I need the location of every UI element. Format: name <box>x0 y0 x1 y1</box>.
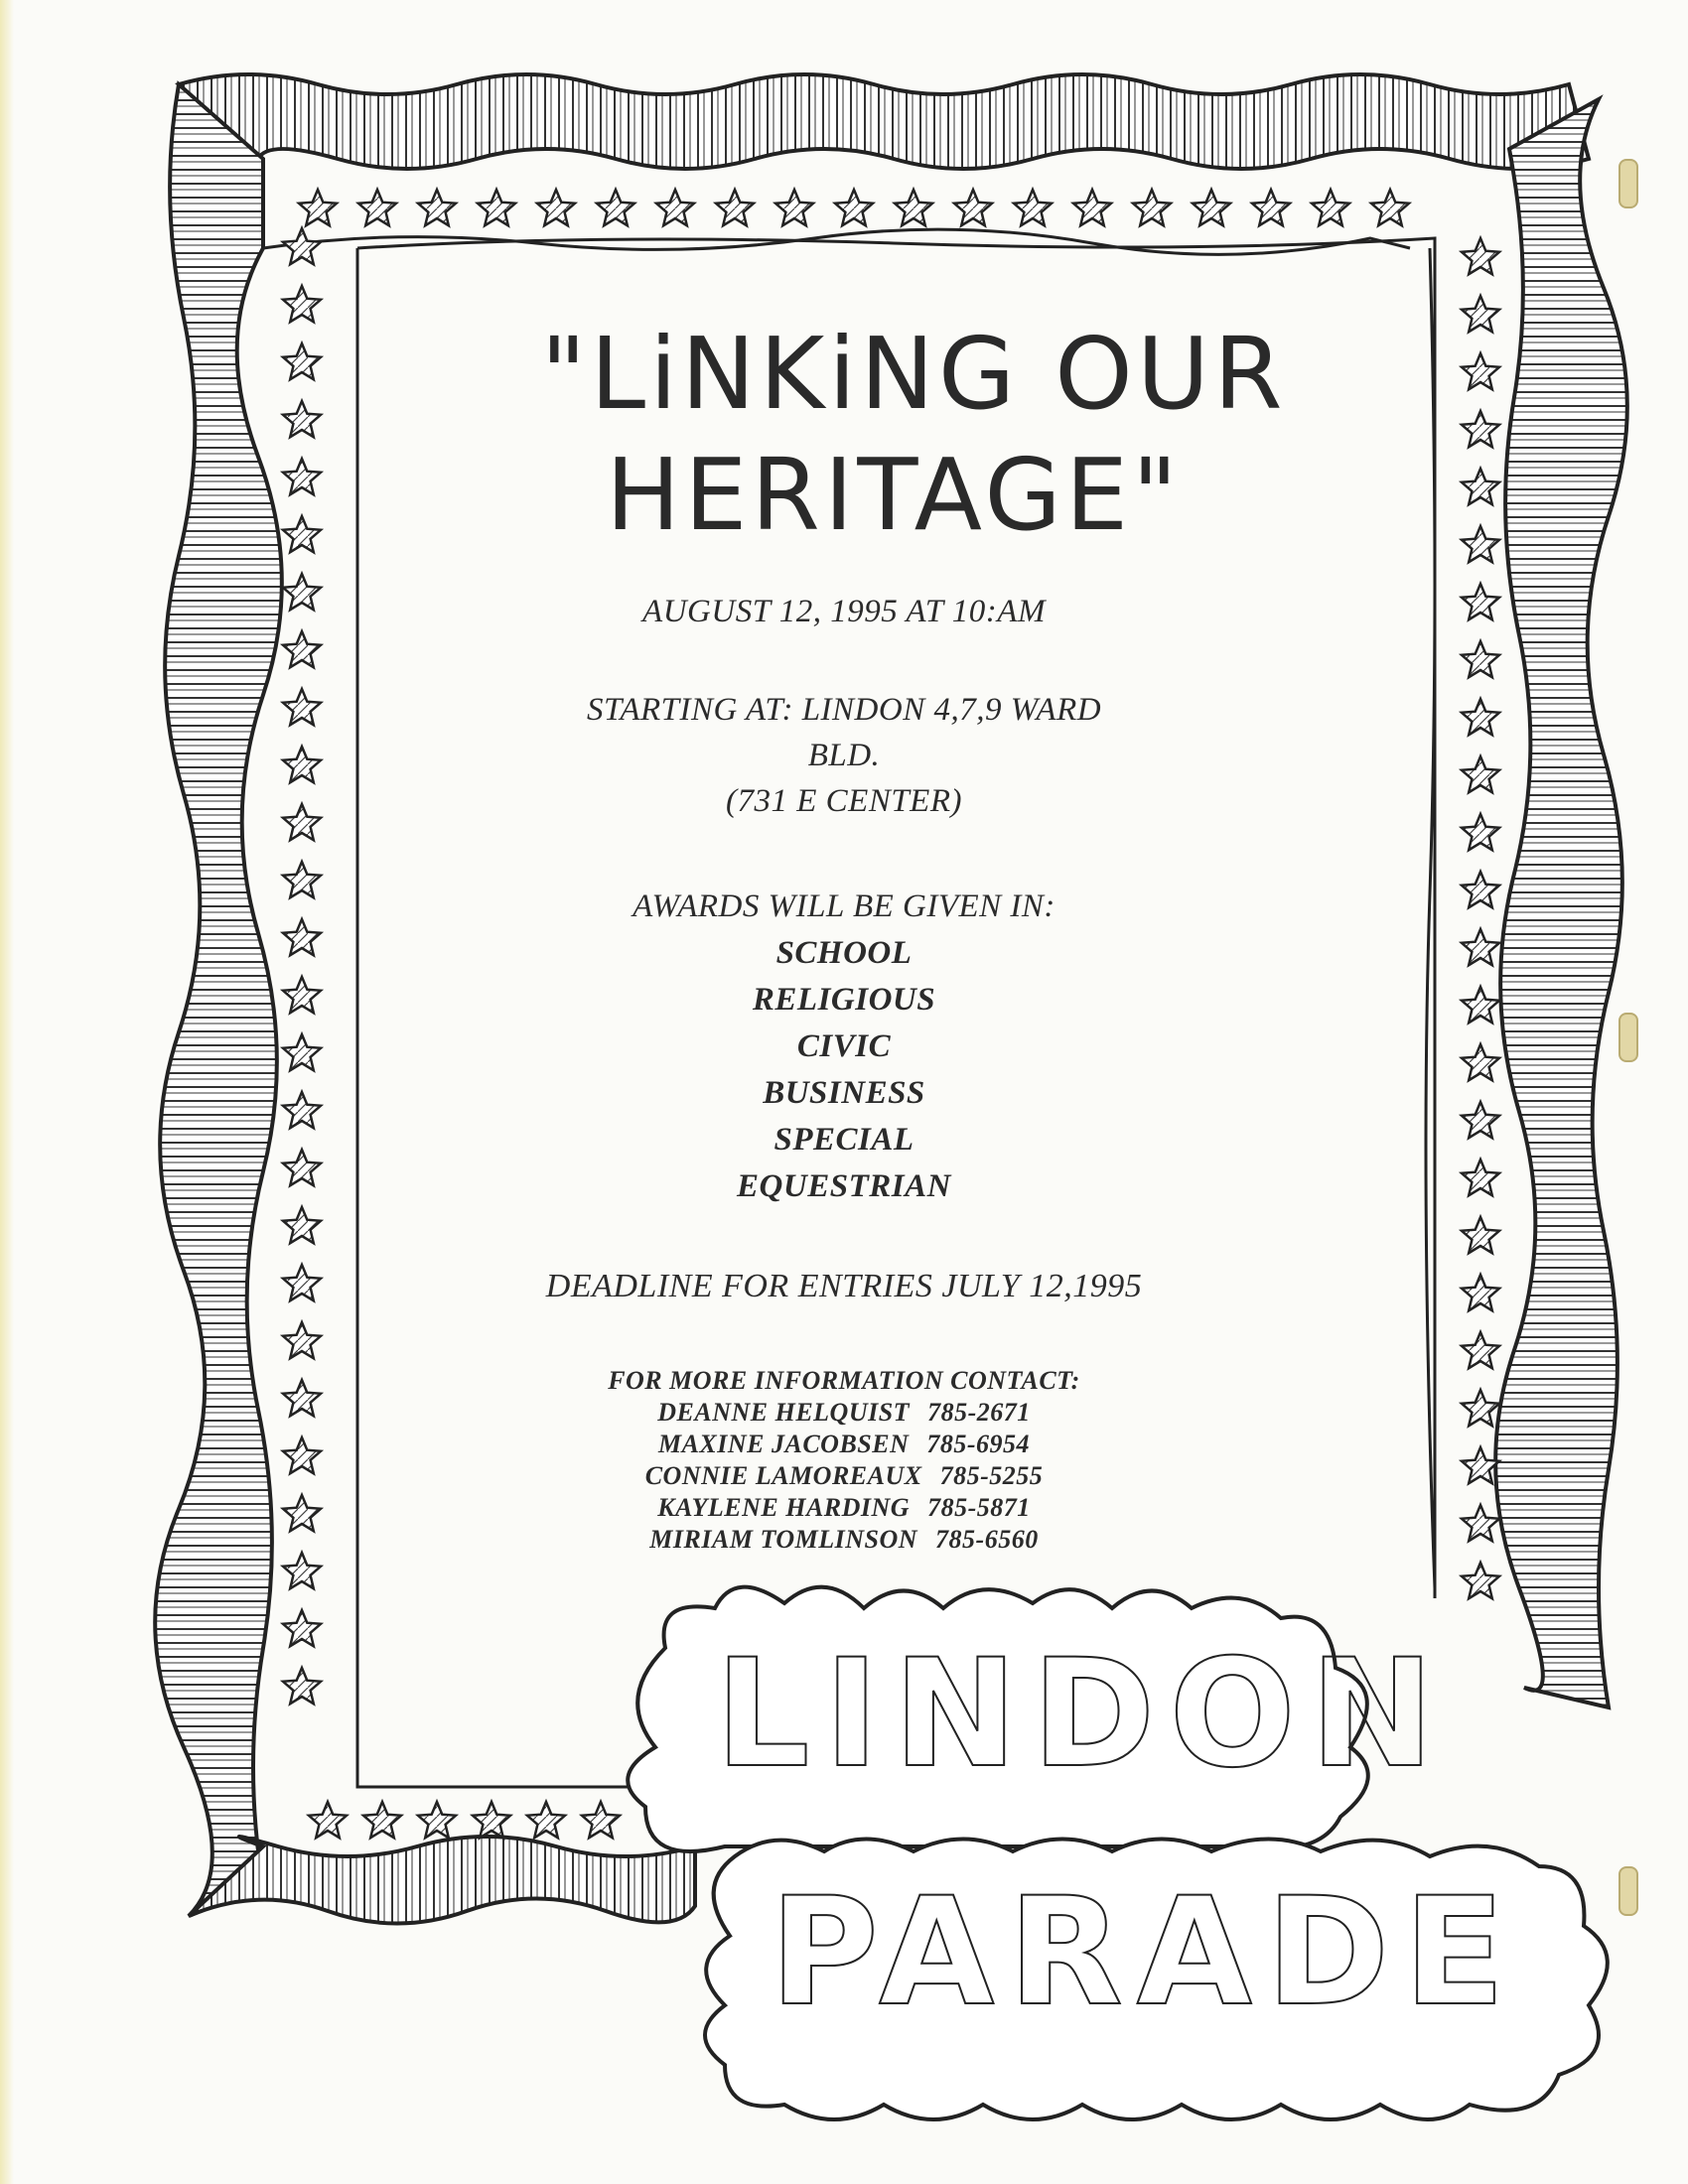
frame-left-band <box>155 84 282 1916</box>
contact-row <box>377 1429 1311 1460</box>
star-icon <box>309 1802 347 1838</box>
star-icon <box>473 1802 510 1838</box>
awards-heading: AWARDS WILL BE GIVEN IN: <box>633 888 1055 924</box>
brand-lindon: LINDON <box>715 1628 1449 1801</box>
star-icon <box>1462 1447 1499 1483</box>
contact-name: MAXINE JACOBSEN <box>657 1430 910 1458</box>
star-icon <box>1462 1217 1499 1253</box>
star-icon <box>775 190 813 225</box>
star-icon <box>283 747 321 782</box>
star-icon <box>1462 1332 1499 1368</box>
star-icon <box>283 862 321 897</box>
star-icon <box>1462 1390 1499 1426</box>
star-icon <box>1462 756 1499 792</box>
star-icon <box>283 977 321 1013</box>
contact-name: KAYLENE HARDING <box>657 1493 911 1522</box>
star-icon <box>1462 1563 1499 1598</box>
start-line1: STARTING AT: LINDON 4,7,9 WARD <box>586 692 1102 728</box>
star-icon <box>283 401 321 437</box>
star-icon <box>363 1802 401 1838</box>
frame-bottom-band <box>189 1837 695 1924</box>
headline-line1: "LiNKiNG OUR <box>540 316 1287 432</box>
contact-name: MIRIAM TOMLINSON <box>649 1525 918 1554</box>
star-icon <box>478 190 515 225</box>
star-icon <box>283 1437 321 1473</box>
start-line2: BLD. <box>807 738 881 773</box>
star-icon <box>1462 1044 1499 1080</box>
star-icon <box>1462 641 1499 677</box>
star-icon <box>283 1150 321 1185</box>
star-icon <box>716 190 754 225</box>
contact-section <box>377 1365 1311 1556</box>
start-location <box>377 687 1311 824</box>
contact-row <box>377 1524 1311 1556</box>
award-category: SPECIAL <box>774 1122 914 1158</box>
brand-parade: PARADE <box>770 1866 1519 2039</box>
star-icon <box>1462 353 1499 389</box>
star-icon <box>418 1802 456 1838</box>
star-icon <box>358 190 396 225</box>
star-icon <box>895 190 932 225</box>
star-icon <box>1073 190 1111 225</box>
star-icon <box>1462 526 1499 562</box>
contact-heading: FOR MORE INFORMATION CONTACT: <box>608 1366 1080 1395</box>
star-icon <box>299 190 337 225</box>
star-icon <box>1252 190 1290 225</box>
event-date: AUGUST 12, 1995 AT 10:AM <box>642 594 1046 629</box>
star-icon <box>1462 814 1499 850</box>
star-icon <box>1312 190 1349 225</box>
star-icon <box>1133 190 1171 225</box>
contact-phone: 785-6954 <box>926 1430 1031 1458</box>
star-icon <box>1462 238 1499 274</box>
star-icon <box>418 190 456 225</box>
star-icon <box>283 1553 321 1588</box>
awards-section <box>377 884 1311 1210</box>
contact-name: DEANNE HELQUIST <box>657 1398 911 1427</box>
star-icon <box>1371 190 1409 225</box>
star-icon <box>1462 584 1499 619</box>
star-icon <box>283 631 321 667</box>
star-icon <box>1462 872 1499 907</box>
star-icon <box>954 190 992 225</box>
contact-row <box>377 1397 1311 1429</box>
contact-row <box>377 1460 1311 1492</box>
star-icon <box>1462 469 1499 504</box>
star-icon <box>283 228 321 264</box>
star-icon <box>1193 190 1230 225</box>
star-icon <box>1462 929 1499 965</box>
frame-top-band <box>179 74 1589 169</box>
star-icon <box>597 190 634 225</box>
star-icon <box>283 804 321 840</box>
star-icon <box>1462 1505 1499 1541</box>
star-icon <box>283 1495 321 1531</box>
entry-deadline: DEADLINE FOR ENTRIES JULY 12,1995 <box>545 1268 1143 1304</box>
star-icon <box>656 190 694 225</box>
star-icon <box>835 190 873 225</box>
star-icon <box>283 574 321 610</box>
contact-row <box>377 1492 1311 1524</box>
star-icon <box>582 1802 620 1838</box>
star-icon <box>1462 1275 1499 1310</box>
star-icon <box>1462 1160 1499 1195</box>
star-icon <box>283 1265 321 1300</box>
star-icon <box>283 516 321 552</box>
award-category: RELIGIOUS <box>752 982 936 1018</box>
star-icon <box>283 459 321 494</box>
star-icon <box>283 1207 321 1243</box>
award-category: BUSINESS <box>763 1075 925 1111</box>
star-icon <box>1462 1102 1499 1138</box>
star-icon <box>527 1802 565 1838</box>
star-icon <box>1462 411 1499 447</box>
contact-phone: 785-5871 <box>927 1493 1031 1522</box>
contact-phone: 785-5255 <box>939 1461 1044 1490</box>
star-icon <box>1462 987 1499 1023</box>
star-icon <box>283 1380 321 1416</box>
star-icon <box>283 1668 321 1704</box>
star-icon <box>1462 296 1499 332</box>
star-icon <box>283 919 321 955</box>
award-category: SCHOOL <box>775 935 913 971</box>
frame-right-band <box>1495 99 1627 1707</box>
contact-name: CONNIE LAMOREAUX <box>644 1461 922 1490</box>
star-icon <box>283 689 321 725</box>
contact-phone: 785-2671 <box>927 1398 1031 1427</box>
start-line3: (731 E CENTER) <box>726 783 962 819</box>
award-category: CIVIC <box>796 1028 892 1064</box>
headline-line2: HERITAGE" <box>606 437 1182 553</box>
star-icon <box>283 343 321 379</box>
star-icon <box>283 286 321 322</box>
star-icon <box>283 1034 321 1070</box>
star-icon <box>283 1610 321 1646</box>
star-icon <box>283 1322 321 1358</box>
star-icon <box>1014 190 1052 225</box>
star-icon <box>283 1092 321 1128</box>
award-category: EQUESTRIAN <box>737 1168 951 1204</box>
contact-phone: 785-6560 <box>935 1525 1039 1554</box>
star-icon <box>1462 699 1499 735</box>
star-icon <box>537 190 575 225</box>
